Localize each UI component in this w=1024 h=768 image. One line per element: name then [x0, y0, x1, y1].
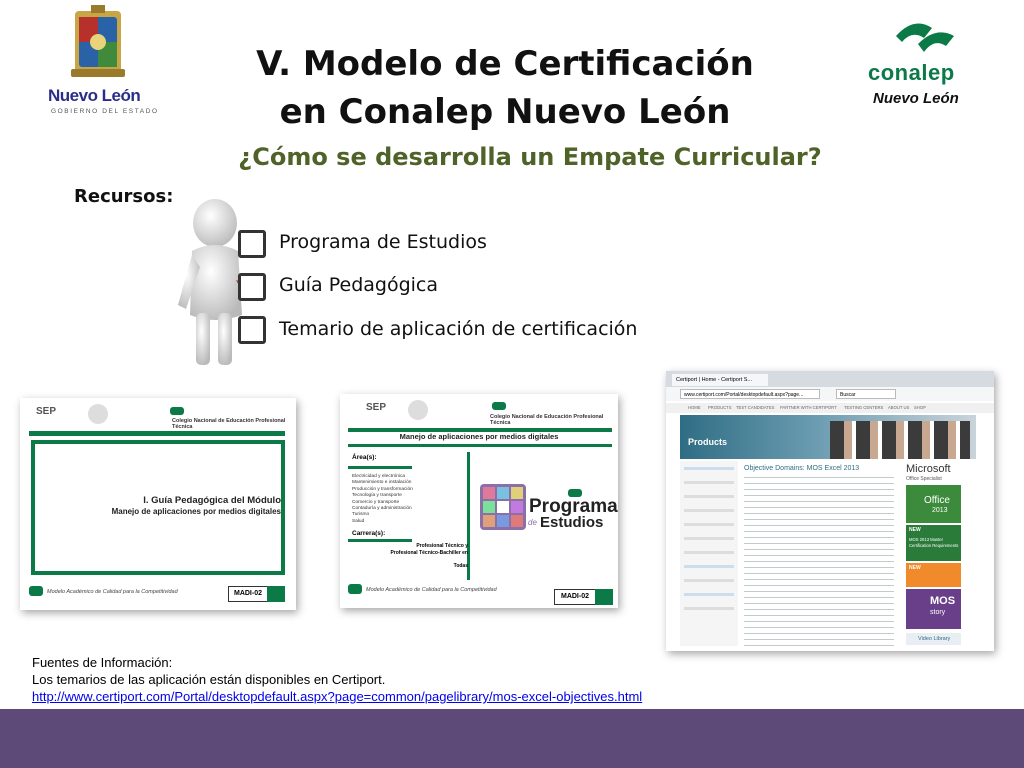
programa-carrera-line: Profesional Técnico-Bachiller en: [390, 550, 468, 556]
guia-footer-text: Modelo Académico de Calidad para la Competitividad: [47, 589, 178, 595]
certiport-ms-logo: Microsoft: [906, 463, 951, 475]
programa-carrera-text: [384, 543, 468, 570]
sidebar-line: [684, 565, 734, 568]
certiport-nav-item: ABOUT US: [888, 405, 910, 410]
programa-area-label: Área(s):: [352, 454, 377, 461]
programa-footer-text: Modelo Académico de Calidad para la Competitividad: [366, 587, 497, 593]
sources-heading: Fuentes de Información:: [32, 655, 173, 670]
guia-code-badge: [267, 586, 285, 602]
programa-footer-icon: [348, 584, 362, 594]
checkbox-programa: [238, 230, 266, 258]
programa-area-item: Salud: [352, 518, 365, 524]
footer-band: [0, 709, 1024, 768]
browser-tab: Certiport | Home - Certiport S...: [672, 374, 768, 386]
guia-seal-icon: [88, 404, 108, 424]
certiport-master-tile: [906, 525, 961, 561]
thumbnail-programa-estudios: [340, 394, 618, 608]
checkbox-temario: [238, 316, 266, 344]
sidebar-line: [684, 481, 734, 484]
sources-block: [32, 654, 642, 705]
certiport-nav-item: TEST CANDIDATES: [736, 405, 775, 410]
certiport-nav: [666, 403, 994, 413]
certiport-video-library: Video Library: [906, 633, 961, 645]
certiport-page: [666, 401, 994, 651]
sidebar-line: [684, 537, 734, 540]
certiport-heading: Objective Domains: MOS Excel 2013: [744, 465, 860, 472]
sidebar-line: [684, 551, 734, 554]
sidebar-line: [684, 607, 734, 610]
sidebar-line: [684, 509, 734, 512]
certiport-nav-item: HOME: [688, 405, 701, 410]
certiport-story-label: story: [930, 609, 946, 616]
certiport-nav-item: PARTNER WITH CERTIPORT: [780, 405, 837, 410]
programa-puzzle-icon: [480, 484, 526, 530]
guia-conalep-icon: [170, 407, 184, 415]
certiport-office-label: Office: [924, 495, 950, 506]
programa-area-item: Producción y transformación: [352, 486, 413, 492]
certiport-master-text: MOS 2013 Master Certification Requirements: [909, 537, 959, 548]
sidebar-line: [684, 579, 734, 582]
programa-badge-line2: Estudios: [540, 514, 604, 531]
programa-area-item: Turismo: [352, 512, 370, 518]
sidebar-line: [684, 593, 734, 596]
programa-module-title: Manejo de aplicaciones por medios digitales: [399, 432, 559, 441]
certiport-orange-tile: [906, 563, 961, 587]
title-line-1: V. Modelo de Certificación: [256, 44, 754, 84]
programa-institution: Colegio Nacional de Educación Profesional Técnica: [490, 414, 604, 426]
certiport-new-badge: NEW: [909, 527, 921, 533]
nuevo-leon-shield-icon: [45, 5, 150, 95]
programa-badge-de: de: [528, 518, 537, 527]
guia-title-line-1: I. Guía Pedagógica del Módulo: [143, 495, 281, 506]
programa-area-item: Comercio y transporte: [352, 499, 400, 505]
certiport-office-year: 2013: [932, 507, 948, 514]
resource-item-programa: Programa de Estudios: [279, 231, 487, 253]
programa-code-badge: [595, 589, 613, 605]
title-line-2: en Conalep Nuevo León: [279, 92, 731, 132]
programa-area-item: Mantenimiento e instalación: [352, 480, 412, 486]
certiport-nav-item: TESTING CENTERS: [844, 405, 884, 410]
guia-institution: Colegio Nacional de Educación Profesional Técnica: [172, 418, 286, 430]
resource-item-guia: Guía Pedagógica: [279, 274, 439, 296]
thumbnail-certiport-browser: [666, 371, 994, 651]
certiport-sidebar: [680, 461, 738, 646]
guia-title-line-2: Manejo de aplicaciones por medios digitales: [111, 507, 281, 516]
sidebar-line: [684, 495, 734, 498]
programa-seal-icon: [408, 400, 428, 420]
certiport-nav-item: SHOP: [914, 405, 926, 410]
certiport-mos-label: MOS: [930, 595, 956, 607]
certiport-ms-sub: Office Specialist: [906, 476, 942, 482]
conalep-logo: [888, 14, 968, 59]
browser-url-field: www.certiport.com/Portal/desktopdefault.aspx?page...: [680, 389, 820, 399]
sidebar-line: [684, 523, 734, 526]
guia-footer-icon: [29, 586, 43, 596]
programa-area-item: Contaduría y administración: [352, 506, 412, 512]
programa-conalep-icon: [492, 402, 506, 410]
slide-title: [200, 40, 810, 136]
resource-item-temario: Temario de aplicación de certificación: [279, 318, 638, 340]
certiport-mos-story-tile: [906, 589, 961, 629]
certiport-products-title: Products: [688, 437, 728, 447]
resources-label: Recursos:: [74, 186, 174, 207]
guia-code: MADI-02: [228, 586, 268, 602]
certiport-office-tile: [906, 485, 961, 523]
programa-sep-logo: SEP: [366, 402, 387, 413]
programa-carrera-bar: [348, 539, 412, 542]
certiport-banner-people: [830, 421, 970, 459]
conalep-wordmark: conalep: [868, 60, 955, 85]
programa-carrera-label: Carrera(s):: [352, 530, 386, 537]
slide-subtitle: ¿Cómo se desarrolla un Empate Curricular?: [238, 143, 822, 171]
programa-code: MADI-02: [554, 589, 596, 605]
certiport-new-badge-2: NEW: [909, 565, 921, 571]
programa-carrera-line: Todas: [453, 563, 468, 569]
guia-sep-logo: SEP: [36, 406, 57, 417]
nuevo-leon-subtitle: GOBIERNO DEL ESTADO: [51, 108, 159, 115]
thumbnail-guia-pedagogica: [20, 398, 296, 610]
browser-search-field: Buscar: [836, 389, 896, 399]
sources-text: Los temarios de las aplicación están disponibles en Certiport.: [32, 672, 386, 687]
programa-area-item: Tecnología y transporte: [352, 493, 402, 499]
nuevo-leon-wordmark: Nuevo León: [48, 86, 141, 105]
guia-top-bar: [29, 431, 285, 436]
programa-area-item: Electricidad y electrónica: [352, 474, 406, 479]
checkbox-guia: [238, 273, 266, 301]
certiport-nav-item: PRODUCTS: [708, 405, 732, 410]
certiport-body-text: [744, 477, 894, 647]
certiport-banner: [680, 415, 976, 459]
programa-bar-2: [348, 444, 612, 447]
programa-area-bar: [348, 466, 412, 469]
conalep-mark-icon: [888, 14, 968, 59]
programa-badge-line1: Programa: [529, 496, 618, 517]
sources-link[interactable]: http://www.certiport.com/Portal/desktopdefault.aspx?page=common/pagelibrary/mos-excel-objectives.html: [32, 689, 643, 704]
programa-carrera-line: Profesional Técnico y: [416, 543, 468, 549]
programa-area-list: [352, 474, 413, 525]
sidebar-line: [684, 467, 734, 470]
conalep-subtitle: Nuevo León: [873, 90, 959, 107]
